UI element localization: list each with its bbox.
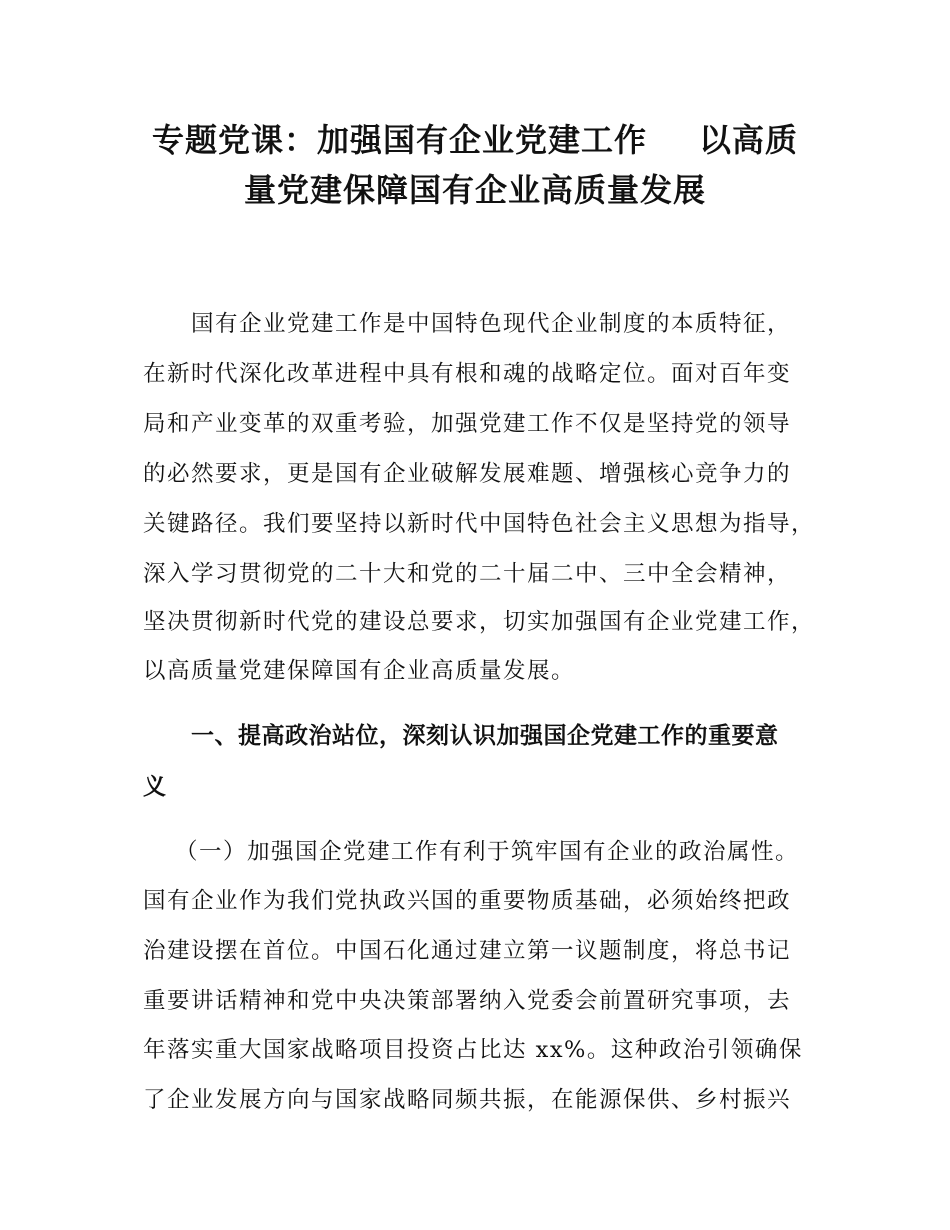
document-title-line-1 — [100, 114, 850, 166]
intro-line: 国有企业党建工作是中国特色现代企业制度的本质特征， — [191, 311, 792, 337]
section-heading-line-2: 义 — [143, 774, 167, 800]
subsection-line: 国有企业作为我们党执政兴国的重要物质基础，必须始终把政 — [143, 888, 792, 914]
title-part-b: 以高质 — [699, 121, 799, 159]
intro-line: 关键路径。我们要坚持以新时代中国特色社会主义思想为指导， — [143, 511, 816, 537]
intro-line: 的必然要求，更是国有企业破解发展难题、增强核心竞争力的 — [143, 461, 792, 487]
section-heading-line-1: 一、提高政治站位，深刻认识加强国企党建工作的重要意 — [191, 723, 779, 749]
intro-line: 坚决贯彻新时代党的建设总要求，切实加强国有企业党建工作， — [143, 609, 816, 635]
document-title-line-2: 量党建保障国有企业高质量发展 — [243, 171, 706, 209]
intro-line: 深入学习贯彻党的二十大和党的二十届二中、三中全会精神， — [143, 561, 792, 587]
subsection-line: （一）加强国企党建工作有利于筑牢国有企业的政治属性。 — [175, 839, 800, 865]
intro-line: 局和产业变革的双重考验，加强党建工作不仅是坚持党的领导 — [143, 411, 792, 437]
intro-line: 以高质量党建保障国有企业高质量发展。 — [143, 658, 576, 684]
intro-line: 在新时代深化改革进程中具有根和魂的战略定位。面对百年变 — [143, 361, 792, 387]
subsection-line: 年落实重大国家战略项目投资占比达 xx%。这种政治引领确保 — [143, 1037, 803, 1063]
subsection-line: 了企业发展方向与国家战略同频共振，在能源保供、乡村振兴 — [143, 1087, 792, 1113]
subsection-line: 重要讲话精神和党中央决策部署纳入党委会前置研究事项，去 — [143, 988, 792, 1014]
title-part-a: 专题党课：加强国有企业党建工作 — [151, 121, 647, 159]
subsection-line: 治建设摆在首位。中国石化通过建立第一议题制度，将总书记 — [143, 938, 792, 964]
